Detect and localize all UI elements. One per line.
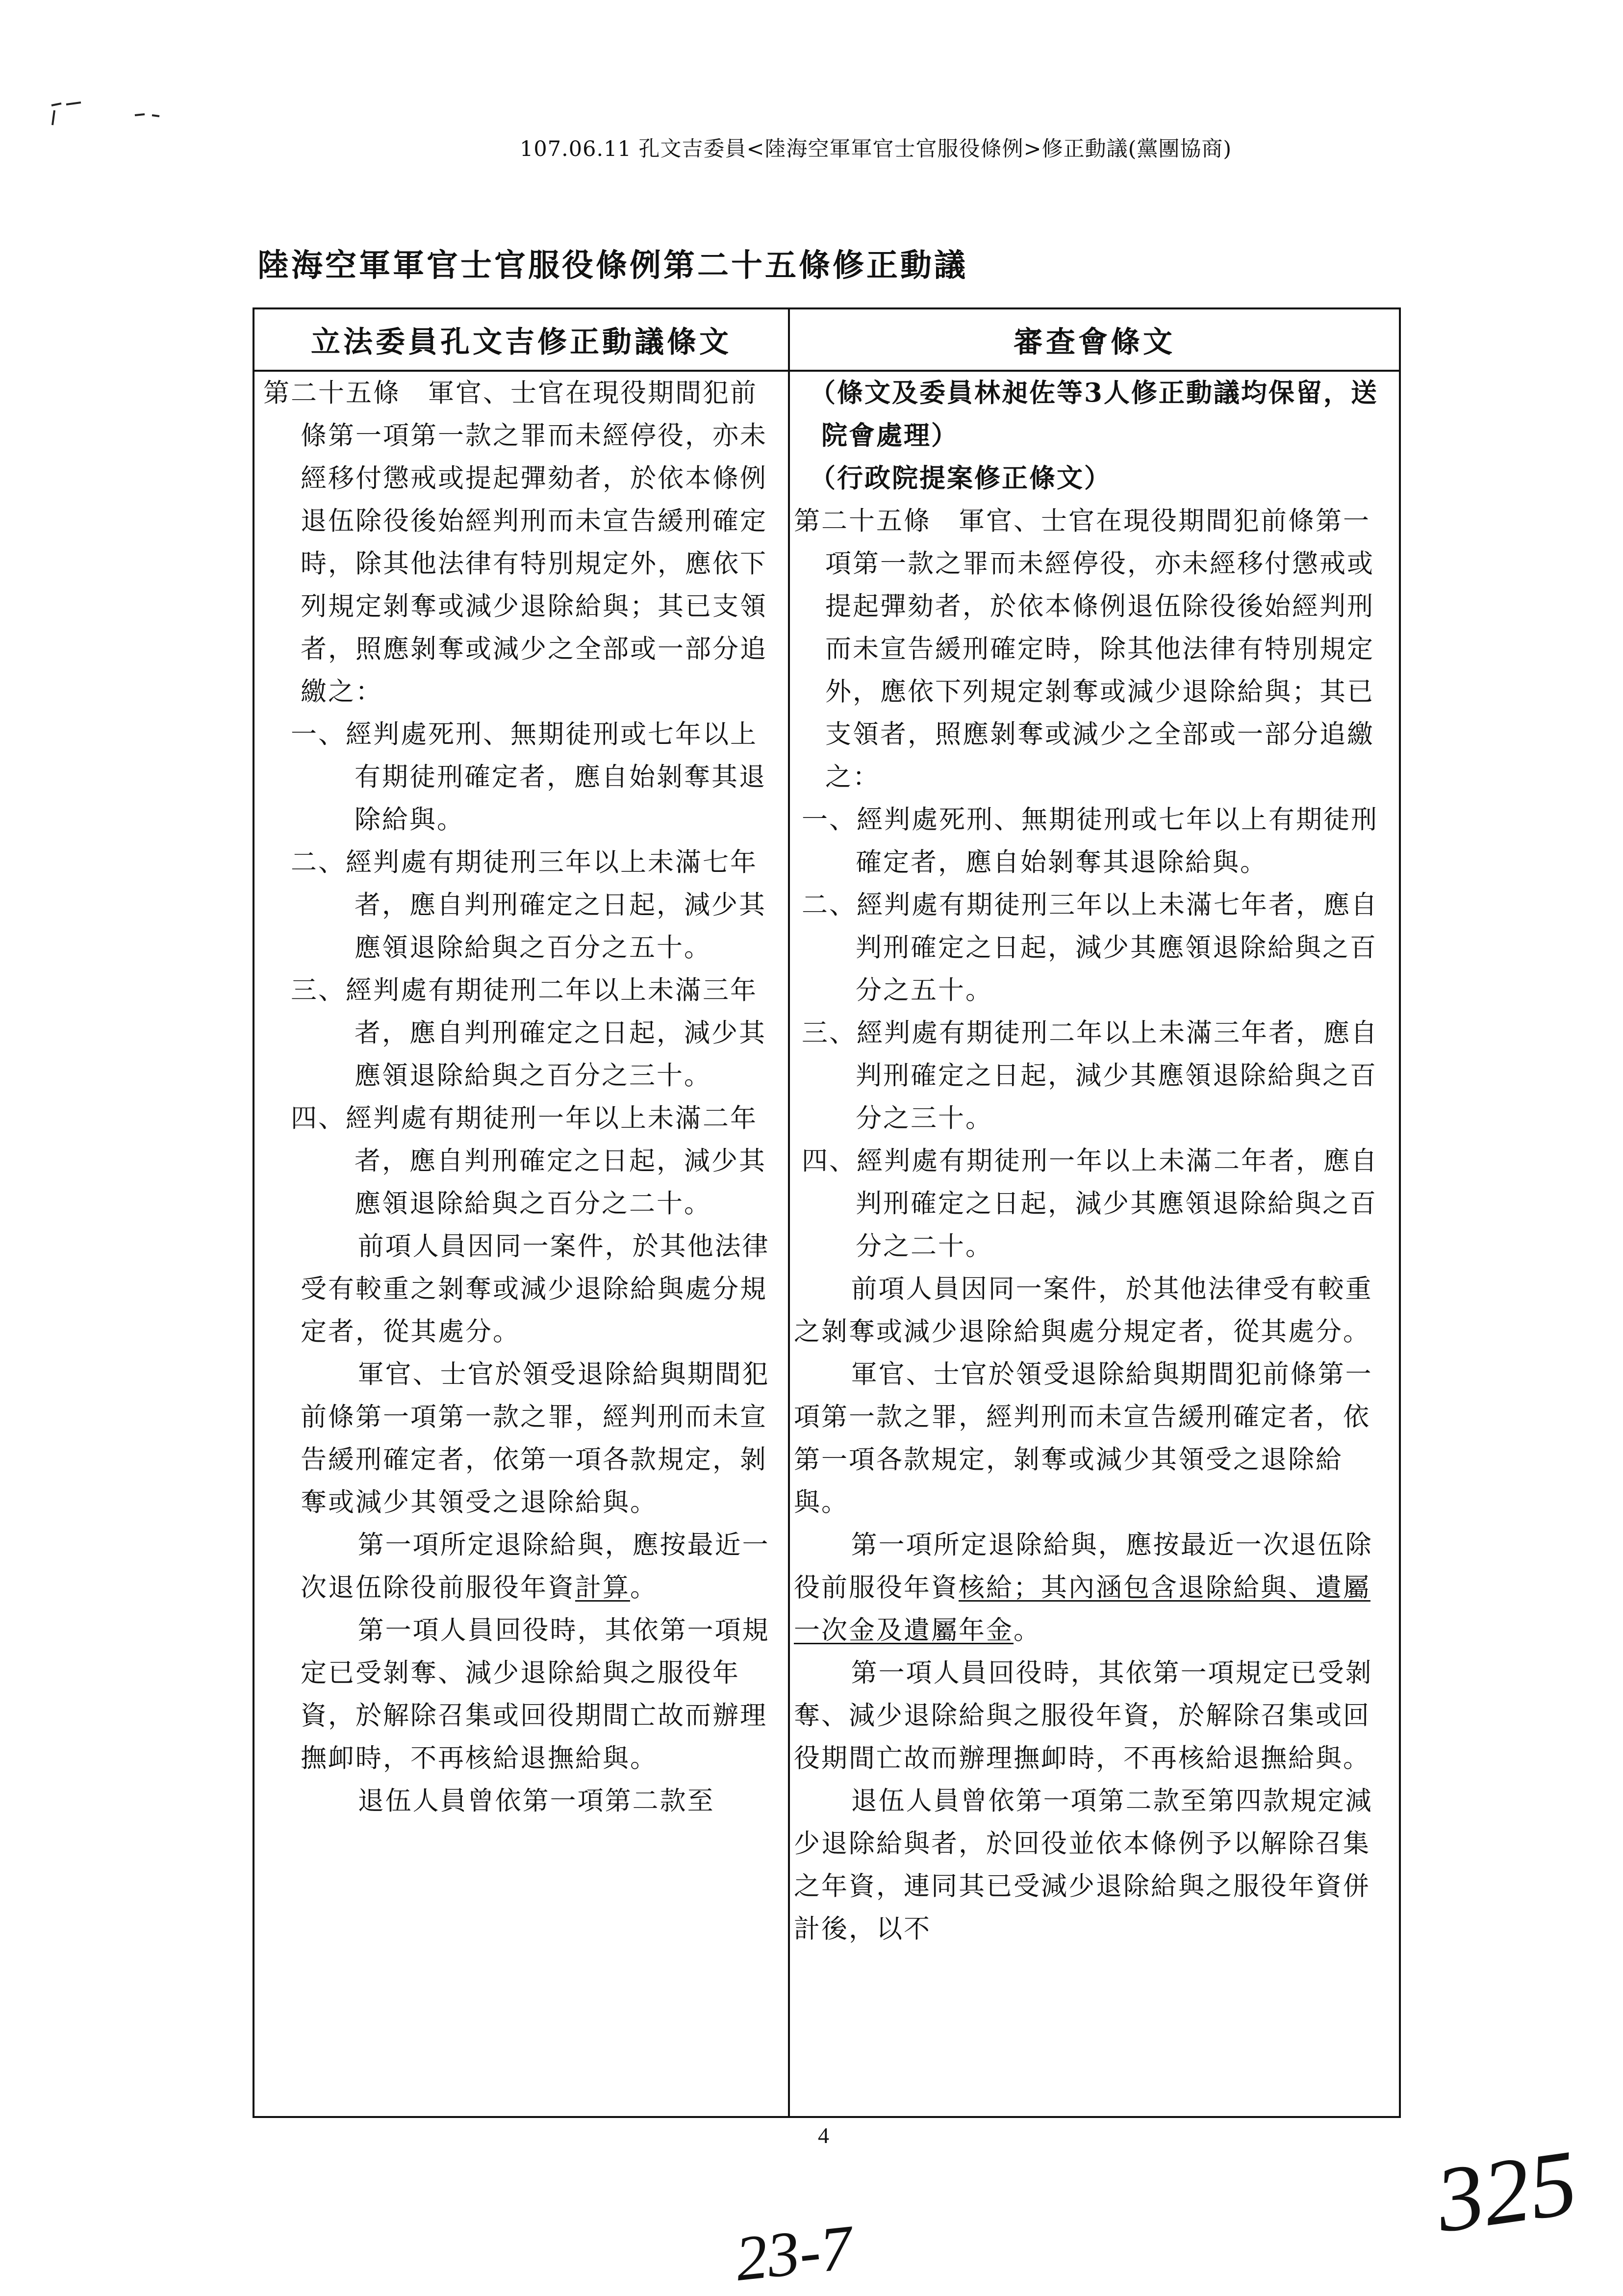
left-paragraph-3: [263, 1524, 784, 1609]
page-number: 4: [818, 2123, 829, 2148]
right-article-intro: 第二十五條 軍官、士官在現役期間犯前條第一項第一款之罪而未經停役，亦未經移付懲戒或提起彈劾者，於依本條例退伍除役後始經判刑而未宣告緩刑確定時，除其他法律有特別規定外，應依下列規定剝奪或減少退除給與；其已支領者，照應剝奪或減少之全部或一部分追繳之：: [794, 506, 1374, 792]
left-paragraph-3-underlined: 計算: [575, 1573, 630, 1603]
column-header-right: 審查會條文: [1014, 325, 1175, 359]
left-paragraph-1: 前項人員因同一案件，於其他法律受有較重之剝奪或減少退除給與處分規定者，從其處分。: [301, 1231, 770, 1347]
comparison-table: [253, 307, 1401, 2118]
document-title: 陸海空軍軍官士官服役條例第二十五條修正動議: [257, 247, 968, 284]
right-note-reserved: （條文及委員林昶佐等3人修正動議均保留，送院會處理）: [810, 378, 1378, 451]
right-paragraph-3-underlined: 核給；其內涵包含退除給與、遺屬一次金及遺屬年金: [794, 1573, 1370, 1645]
right-paragraph-2: 軍官、士官於領受退除給與期間犯前條第一項第一款之罪，經判刑而未宣告緩刑確定者，依第一項各款規定，剝奪或減少其領受之退除給與。: [794, 1359, 1373, 1517]
left-column-text: [254, 372, 784, 2116]
left-paragraph-3-main: 第一項所定退除給與，應按最近一次退伍除役前服役年資: [301, 1530, 770, 1603]
left-paragraph-2: 軍官、士官於領受退除給與期間犯前條第一項第一款之罪，經判刑而未宣告緩刑確定者，依第一項各款規定，剝奪或減少其領受之退除給與。: [301, 1359, 770, 1517]
right-item-3: 三、經判處有期徒刑二年以上未滿三年者，應自判刑確定之日起，減少其應領退除給與之百分之三十。: [802, 1018, 1378, 1133]
handwritten-number-right: 325: [1430, 2131, 1583, 2252]
header-note: 107.06.11 孔文吉委員<陸海空軍軍官士官服役條例>修正動議(黨團協商): [520, 137, 1232, 161]
right-paragraph-1: 前項人員因同一案件，於其他法律受有較重之剝奪或減少退除給與處分規定者，從其處分。: [794, 1274, 1373, 1347]
handwritten-number-bottom: 23-7: [732, 2212, 856, 2295]
right-item-1: 一、經判處死刑、無期徒刑或七年以上有期徒刑確定者，應自始剝奪其退除給與。: [802, 805, 1378, 877]
left-item-3: 三、經判處有期徒刑二年以上未滿三年者，應自判刑確定之日起，減少其應領退除給與之百分之三十。: [291, 975, 766, 1091]
left-paragraph-4: 第一項人員回役時，其依第一項規定已受剝奪、減少退除給與之服役年資，於解除召集或回役期間亡故而辦理撫卹時，不再核給退撫給與。: [301, 1615, 770, 1773]
left-article-intro: 第二十五條 軍官、士官在現役期間犯前條第一項第一款之罪而未經停役，亦未經移付懲戒或提起彈劾者，於依本條例退伍除役後始經判刑而未宣告緩刑確定時，除其他法律有特別規定外，應依下列規定剝奪或減少退除給與；其已支領者，照應剝奪或減少之全部或一部分追繳之：: [263, 378, 767, 707]
column-divider: [788, 309, 790, 2116]
right-paragraph-3: [794, 1524, 1396, 1652]
left-paragraph-3-end: 。: [630, 1573, 658, 1603]
right-item-4: 四、經判處有期徒刑一年以上未滿二年者，應自判刑確定之日起，減少其應領退除給與之百分之二十。: [802, 1146, 1378, 1261]
right-paragraph-5: 退伍人員曾依第一項第二款至第四款規定減少退除給與者，於回役並依本條例予以解除召集之年資，連同其已受減少退除給與之服役年資併計後，以不: [794, 1786, 1373, 1944]
left-item-2: 二、經判處有期徒刑三年以上未滿七年者，應自判刑確定之日起，減少其應領退除給與之百分之五十。: [291, 847, 766, 963]
right-paragraph-4: 第一項人員回役時，其依第一項規定已受剝奪、減少退除給與之服役年資，於解除召集或回役期間亡故而辦理撫卹時，不再核給退撫給與。: [794, 1658, 1373, 1773]
right-column-text: [792, 372, 1399, 2116]
right-paragraph-3-main: 第一項所定退除給與，應按最近一次退伍除役前服役年資: [794, 1530, 1373, 1603]
left-item-1: 一、經判處死刑、無期徒刑或七年以上有期徒刑確定者，應自始剝奪其退除給與。: [291, 719, 766, 835]
column-header-left: 立法委員孔文吉修正動議條文: [311, 325, 732, 359]
right-paragraph-3-end: 。: [1014, 1615, 1041, 1645]
left-item-4: 四、經判處有期徒刑一年以上未滿二年者，應自判刑確定之日起，減少其應領退除給與之百分之二十。: [291, 1103, 766, 1219]
left-paragraph-5: 退伍人員曾依第一項第二款至: [357, 1786, 715, 1816]
right-item-2: 二、經判處有期徒刑三年以上未滿七年者，應自判刑確定之日起，減少其應領退除給與之百分之五十。: [802, 890, 1378, 1005]
scan-mark: [47, 96, 164, 137]
right-note-executive: （行政院提案修正條文）: [810, 463, 1112, 493]
